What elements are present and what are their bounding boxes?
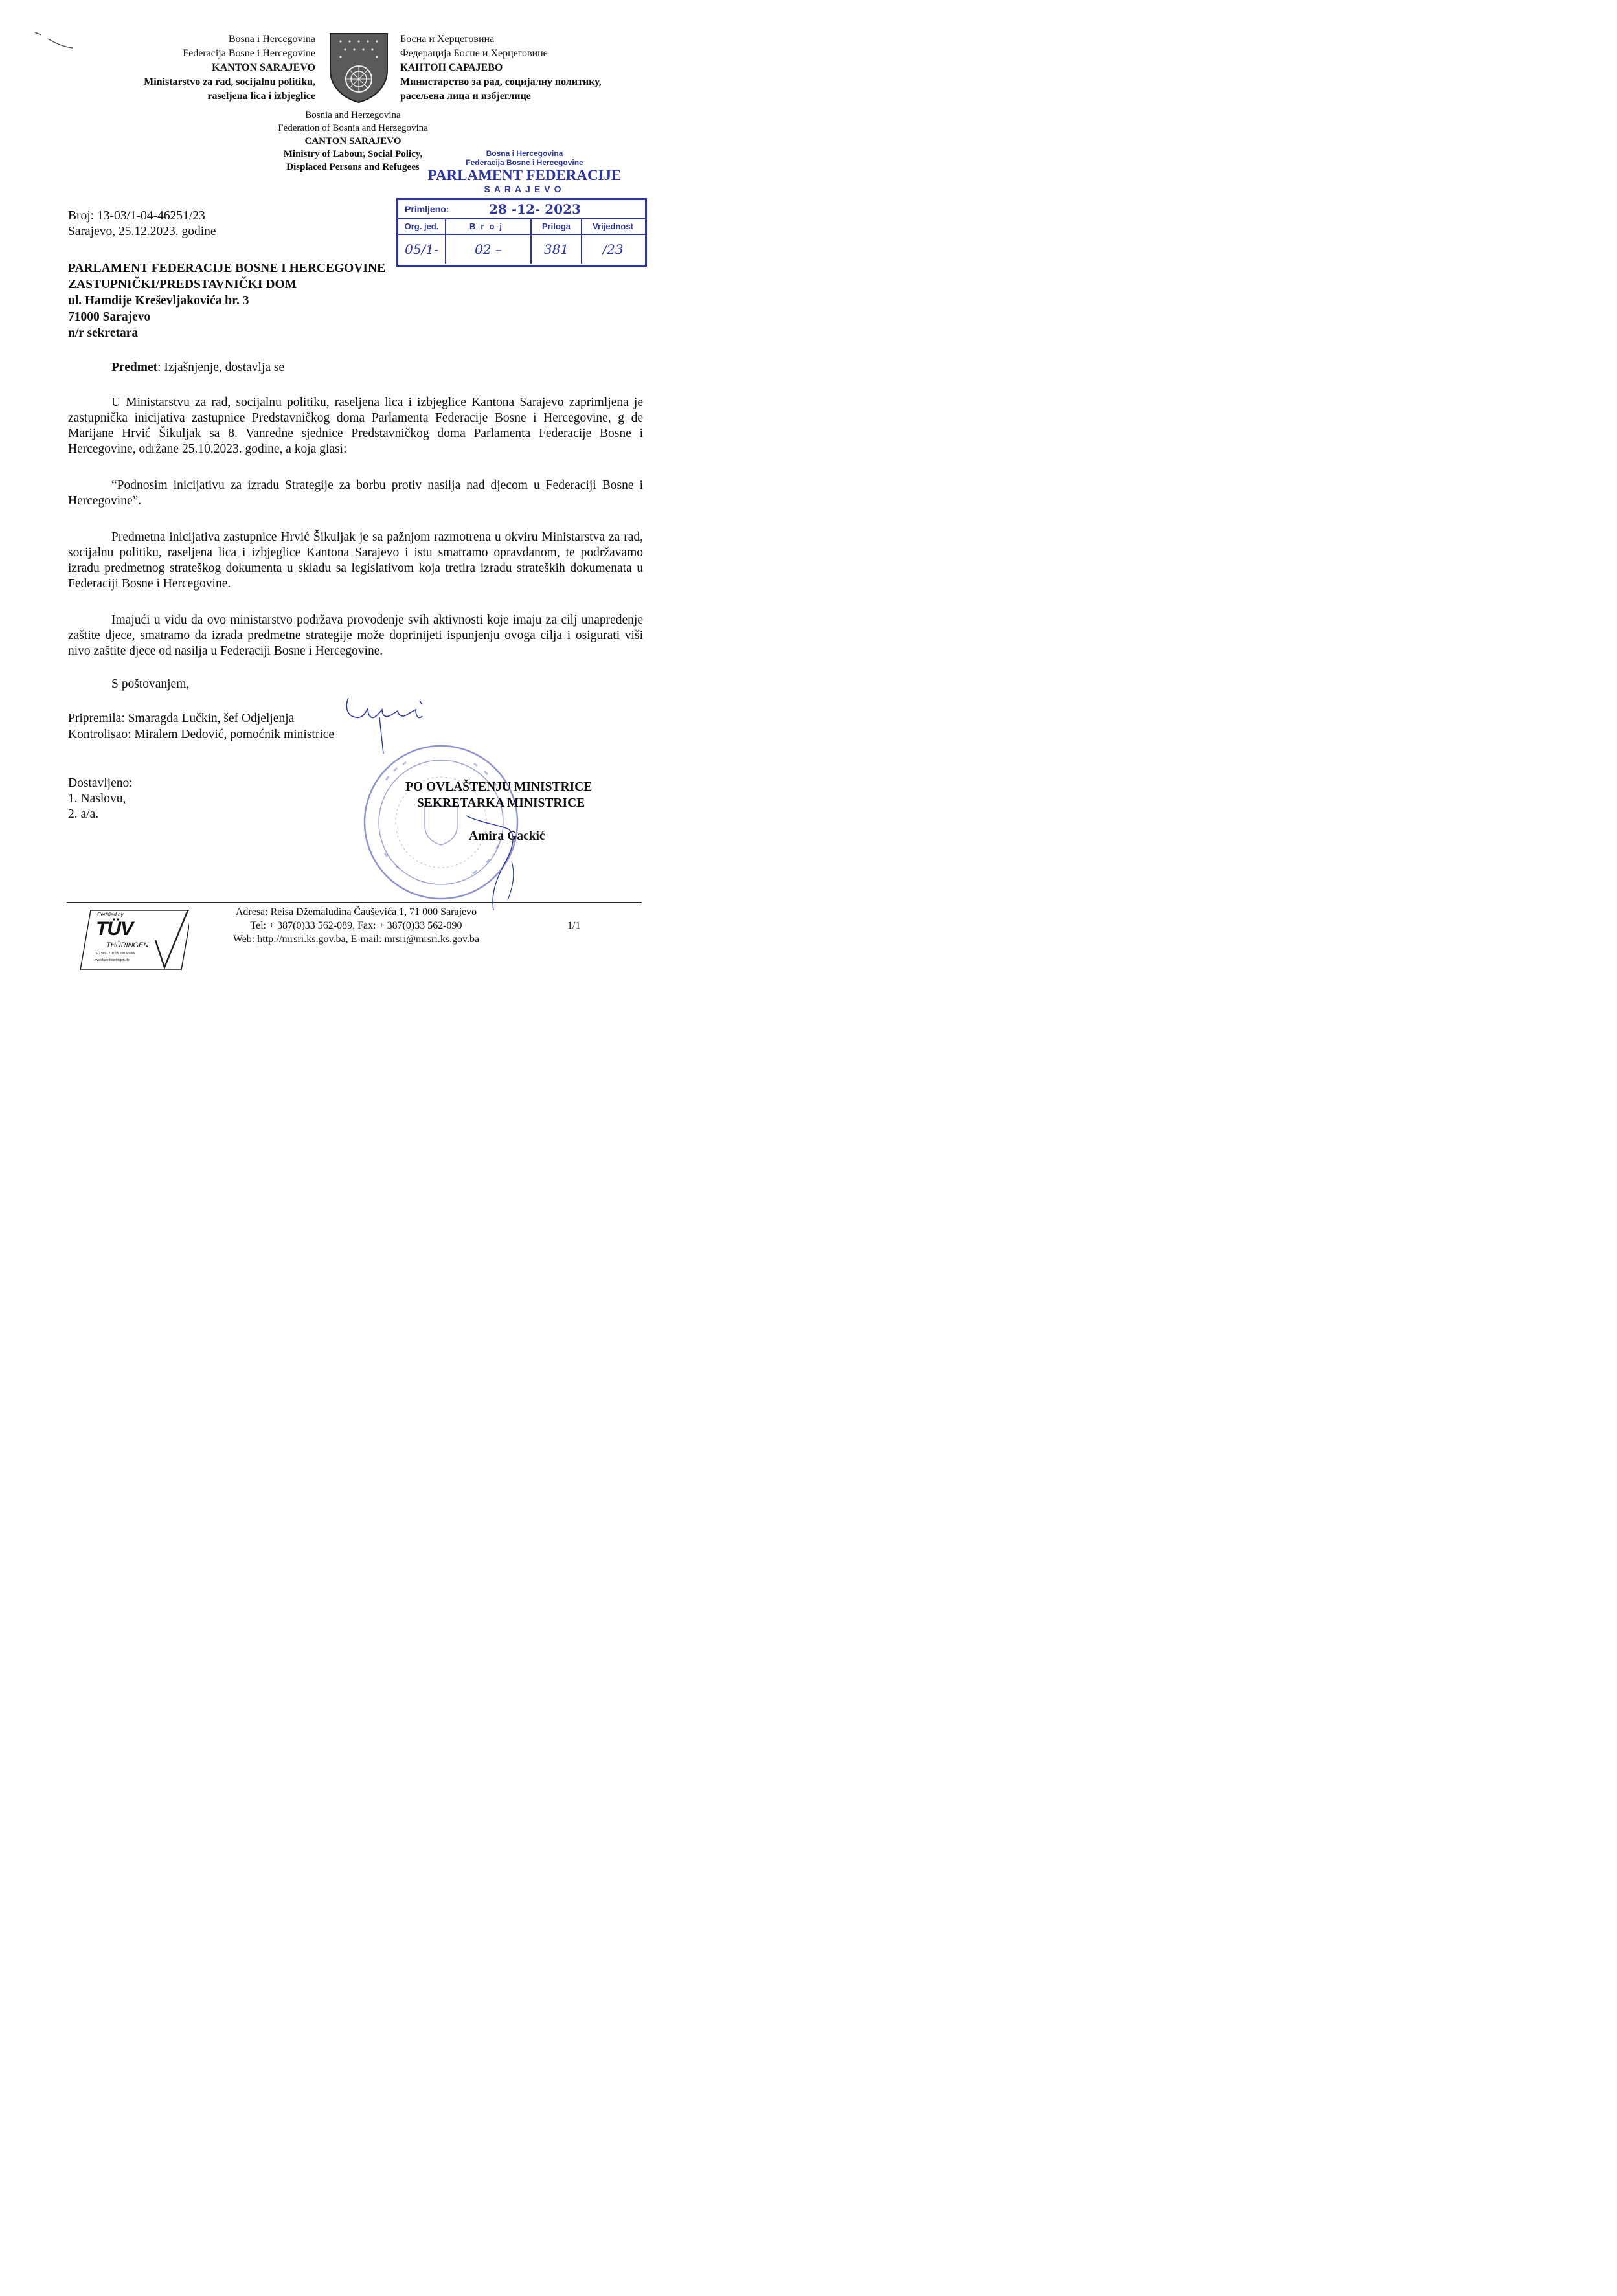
signature-line-2: SEKRETARKA MINISTRICE (417, 796, 585, 810)
delivered-item-1: 1. Naslovu, (68, 792, 126, 805)
canton-crest-icon (328, 31, 390, 104)
recipient-line-4: 71000 Sarajevo (68, 310, 151, 324)
header-federation: Federacija Bosne i Hercegovine (183, 48, 315, 59)
stamp-col-priloga: Priloga (532, 219, 582, 234)
footer-email: , E-mail: mrsri@mrsri.ks.gov.ba (345, 934, 480, 945)
header-canton-cyr: КАНТОН САРАЈЕВО (400, 62, 503, 73)
footer-web-link[interactable]: http://mrsri.ks.gov.ba (257, 934, 346, 945)
stamp-received-date: 28 -12- 2023 (489, 201, 581, 217)
scan-mark-icon (32, 28, 78, 52)
tuv-site: www.tuev-thueringen.de (95, 958, 130, 962)
stamp-line-1: Bosna i Hercegovina (486, 149, 563, 158)
header-federation-cyr: Федерација Босне и Херцеговине (400, 48, 548, 59)
header-latin (97, 32, 315, 104)
reference-number: Broj: 13-03/1-04-46251/23 (68, 209, 205, 223)
footer-web-line (188, 932, 525, 946)
closing: S poštovanjem, (111, 677, 190, 691)
tuv-certification-badge (78, 908, 189, 970)
tuv-certified-by: Certified by (97, 912, 124, 917)
signatory-name: Amira Gackić (469, 829, 545, 843)
header-cyrillic (400, 32, 672, 104)
signature-line-1: PO OVLAŠTENJU MINISTRICE (405, 780, 593, 794)
recipient-block (68, 260, 457, 341)
page-number: 1/1 (567, 920, 581, 931)
stamp-title: PARLAMENT FEDERACIJE (427, 167, 622, 183)
footer-web-label: Web: (232, 934, 258, 945)
header-ministry-cyr-2: расељена лица и избјеглице (400, 91, 531, 102)
header-federation-en: Federation of Bosnia and Herzegovina (278, 123, 428, 133)
paragraph-3: Predmetna inicijativa zastupnice Hrvić Šikuljak je sa pažnjom razmotrena u okviru Ministarstva za rad, socijalnu politiku, raseljena lica i izbjeglice Kantona Sarajevo i istu smatramo opravdanom, te podržavamo izradu predmetnog strateškog dokumenta u skladu sa legislativom koja tretira izradu strateških dokumenata u Federaciji Bosne i Hercegovine. (68, 530, 643, 591)
header-ministry-en-2: Displaced Persons and Refugees (286, 162, 420, 172)
delivered-label: Dostavljeno: (68, 776, 133, 790)
header-ministry-cyr-1: Министарство за рад, социјалну политику, (400, 76, 602, 87)
footer-divider (67, 902, 642, 903)
prepared-by: Pripremila: Smaragda Lučkin, šef Odjeljenja (68, 712, 295, 725)
recipient-line-1: PARLAMENT FEDERACIJE BOSNE I HERCEGOVINE (68, 262, 386, 275)
header-canton-en: CANTON SARAJEVO (304, 136, 401, 146)
stamp-val-org: 05/1- (398, 235, 446, 264)
subject (111, 360, 565, 376)
subject-text: : Izjašnjenje, dostavlja se (157, 361, 285, 374)
tuv-region: THÜRINGEN (106, 941, 149, 949)
header-ministry-en-1: Ministry of Labour, Social Policy, (283, 149, 423, 159)
subject-label: Predmet (111, 361, 158, 374)
recipient-line-5: n/r sekretara (68, 326, 139, 340)
footer-phone: Tel: + 387(0)33 562-089, Fax: + 387(0)33 562-090 (250, 920, 462, 931)
reference-date: Sarajevo, 25.12.2023. godine (68, 225, 216, 238)
tuv-iso: ISO 9001 / ID:15 100 63666 (95, 952, 135, 956)
header-ministry-1: Ministarstvo za rad, socijalnu politiku, (144, 76, 315, 87)
header-canton: KANTON SARAJEVO (212, 62, 315, 73)
stamp-col-org: Org. jed. (398, 219, 446, 234)
recipient-line-2: ZASTUPNIČKI/PREDSTAVNIČKI DOM (68, 278, 297, 291)
reception-stamp-heading (421, 149, 628, 194)
stamp-val-vrijednost: /23 (602, 242, 624, 257)
paragraph-4: Imajući u vidu da ovo ministarstvo podržava provođenje svih aktivnosti koje imaju za cilj unapređenje zaštite djece, smatramo da izrada predmetne strategije može doprinijeti ispunjenju ovoga cilja i osigurati viši nivo zaštite djece od nasilja u Federaciji Bosne i Hercegovine. (68, 613, 643, 658)
stamp-city: SARAJEVO (484, 184, 565, 194)
header-country-en: Bosnia and Herzegovina (305, 110, 401, 120)
tuv-logo-text: TÜV (96, 918, 133, 940)
stamp-val-priloga: 381 (532, 235, 582, 264)
stamp-col-vrijednost: Vrijednost (593, 221, 633, 231)
header-country: Bosna i Hercegovina (228, 34, 315, 45)
delivered-block (68, 776, 198, 822)
footer-address: Adresa: Reisa Džemaludina Čauševića 1, 71 000 Sarajevo (235, 906, 477, 917)
paragraph-1: U Ministarstvu za rad, socijalnu politiku, raseljena lica i izbjeglice Kantona Sarajevo zaprimljena je zastupnička inicijativa zastupnice Predstavničkog doma Parlamenta Federacije Bosne i Hercegovine, g đe Marijane Hrvić Šikuljak sa 8. Vanredne sjednice Predstavničkog doma Parlamenta Federacije Bosne i Hercegovine, održane 25.10.2023. godine, a koja glasi: (68, 396, 643, 456)
header-country-cyr: Босна и Херцеговина (400, 34, 495, 45)
handwritten-signature-icon (453, 803, 531, 913)
header-ministry-2: raseljena lica i izbjeglice (207, 91, 315, 102)
reference-block (68, 208, 327, 240)
stamp-received-label: Primljeno: (405, 204, 449, 214)
footer-contact (188, 905, 525, 946)
stamp-col-broj: Broj (446, 219, 532, 234)
reception-stamp-box (396, 198, 647, 267)
stamp-line-2: Federacija Bosne i Hercegovine (466, 158, 583, 167)
paragraph-2: “Podnosim inicijativu za izradu Strategije za borbu protiv nasilja nad djecom u Federaciji Bosne i Hercegovine”. (68, 478, 643, 508)
delivered-item-2: 2. a/a. (68, 807, 99, 821)
recipient-line-3: ul. Hamdije Kreševljakovića br. 3 (68, 294, 249, 308)
controlled-by: Kontrolisao: Miralem Dedović, pomoćnik ministrice (68, 728, 335, 741)
stamp-val-broj: 02 – (446, 235, 532, 264)
